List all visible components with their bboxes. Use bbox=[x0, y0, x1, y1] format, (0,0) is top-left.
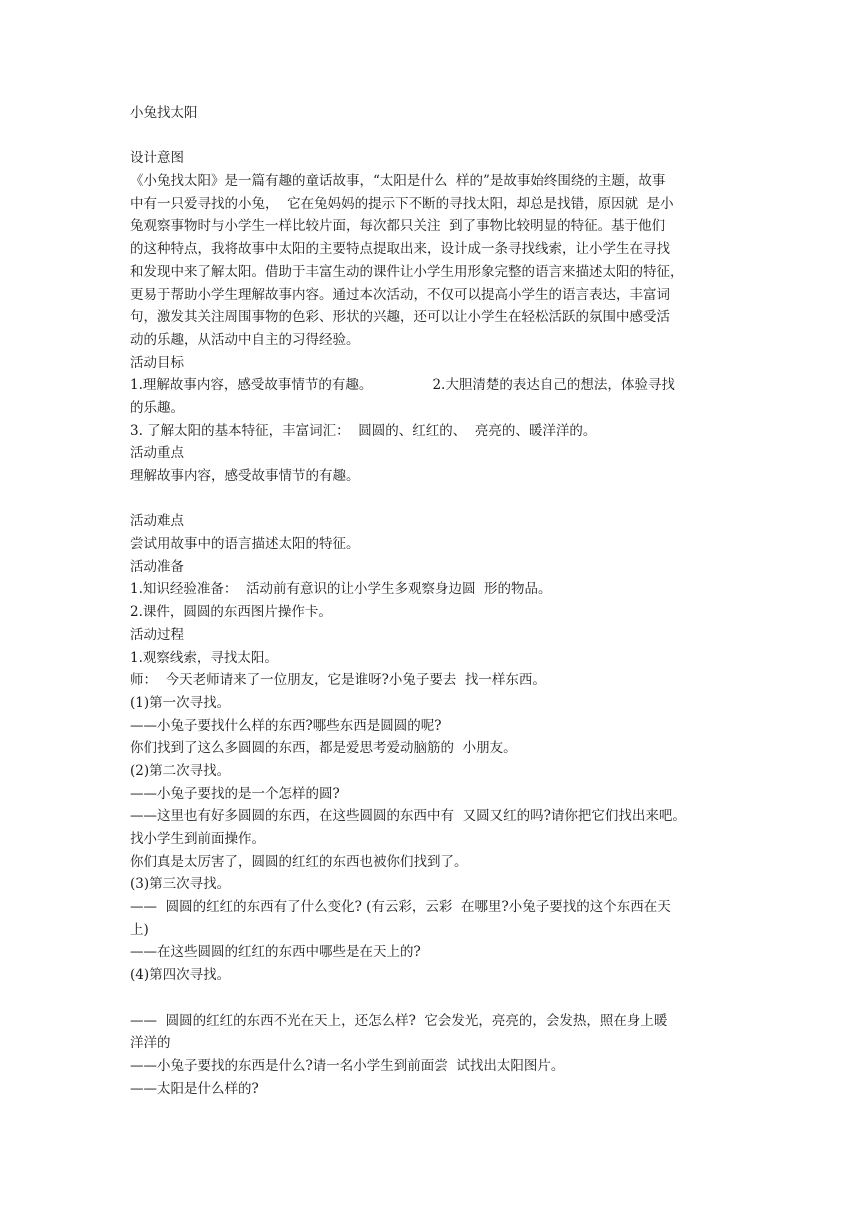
blank-line bbox=[130, 987, 742, 1010]
process-line: 上) bbox=[130, 921, 149, 938]
process-line: (2)第二次寻找。 bbox=[130, 762, 231, 779]
heading-process: 活动过程 bbox=[130, 626, 184, 643]
heading-goals: 活动目标 bbox=[130, 354, 184, 371]
paragraph-line: 《小兔找太阳》是一篇有趣的童话故事，“太阳是什么 样的”是故事始终围绕的主题，故事 bbox=[130, 173, 666, 190]
goal-line: 3. 了解太阳的基本特征，丰富词汇： 圆圆的、红红的、 亮亮的、暖洋洋的。 bbox=[130, 422, 597, 439]
process-line: ——小兔子要找的东西是什么?请一名小学生到前面尝 试找出太阳图片。 bbox=[130, 1057, 565, 1074]
paragraph-line: 动的乐趣，从活动中自主的习得经验。 bbox=[130, 331, 360, 348]
paragraph-line: 的这种特点，我将故事中太阳的主要特点提取出来，设计成一条寻找线索，让小学生在寻找 bbox=[130, 241, 670, 258]
preparation-line: 1.知识经验准备： 活动前有意识的让小学生多观察身边圆 形的物品。 bbox=[130, 581, 552, 598]
key-point-text: 理解故事内容，感受故事情节的有趣。 bbox=[130, 468, 360, 484]
process-line: 你们真是太厉害了，圆圆的红红的东西也被你们找到了。 bbox=[130, 853, 468, 870]
design-intent-paragraph bbox=[130, 170, 742, 352]
paragraph-line: 句，激发其关注周围事物的色彩、形状的兴趣，还可以让小学生在轻松活跃的氛围中感受活 bbox=[130, 309, 670, 326]
process-line: ——小兔子要找的是一个怎样的圆? bbox=[130, 785, 340, 802]
process-steps bbox=[130, 647, 742, 1101]
goal-line: 1.理解故事内容，感受故事情节的有趣。 2.大胆清楚的表达自己的想法，体验寻找 bbox=[130, 377, 675, 394]
process-line: 洋洋的 bbox=[130, 1035, 171, 1052]
process-line: 1.观察线索，寻找太阳。 bbox=[130, 649, 278, 666]
process-line: (1)第一次寻找。 bbox=[130, 694, 231, 711]
preparation-line: 2.课件，圆圆的东西图片操作卡。 bbox=[130, 604, 332, 621]
heading-design-intent: 设计意图 bbox=[130, 150, 184, 167]
difficulty-text: 尝试用故事中的语言描述太阳的特征。 bbox=[130, 536, 360, 553]
process-line: —— 圆圆的红红的东西不光在天上，还怎么样? 它会发光，亮亮的，会发热，照在身上暖 bbox=[130, 1012, 668, 1029]
process-line: ——太阳是什么样的? bbox=[130, 1080, 259, 1097]
process-line: —— 圆圆的红红的东西有了什么变化? (有云彩，云彩 在哪里?小兔子要找的这个东西在天 bbox=[130, 899, 671, 916]
process-line: 你们找到了这么多圆圆的东西，都是爱思考爱动脑筋的 小朋友。 bbox=[130, 740, 517, 757]
process-line: (4)第四次寻找。 bbox=[130, 967, 231, 984]
process-line: 找小学生到前面操作。 bbox=[130, 831, 265, 847]
paragraph-line: 和发现中来了解太阳。借助于丰富生动的课件让小学生用形象完整的语言来描述太阳的特征， bbox=[130, 263, 684, 280]
heading-key-point: 活动重点 bbox=[130, 445, 184, 462]
process-line: ——小兔子要找什么样的东西?哪些东西是圆圆的呢? bbox=[130, 717, 442, 734]
goals-list bbox=[130, 374, 742, 442]
process-line: 师： 今天老师请来了一位朋友，它是谁呀?小兔子要去 找一样东西。 bbox=[130, 672, 546, 689]
blank-line bbox=[130, 125, 742, 148]
process-line: ——这里也有好多圆圆的东西，在这些圆圆的东西中有 又圆又红的吗?请你把它们找出来吧。 bbox=[130, 808, 686, 825]
heading-preparation: 活动准备 bbox=[130, 558, 184, 575]
paragraph-line: 更易于帮助小学生理解故事内容。通过本次活动，不仅可以提高小学生的语言表达，丰富词 bbox=[130, 286, 670, 303]
process-line: (3)第三次寻找。 bbox=[130, 876, 231, 893]
document-title: 小兔找太阳 bbox=[130, 105, 198, 121]
process-line: ——在这些圆圆的红红的东西中哪些是在天上的? bbox=[130, 944, 421, 961]
goal-line: 的乐趣。 bbox=[130, 399, 184, 416]
heading-difficulty: 活动难点 bbox=[130, 513, 184, 530]
document-body bbox=[130, 102, 742, 1100]
paragraph-line: 中有一只爱寻找的小兔， 它在兔妈妈的提示下不断的寻找太阳，却总是找错，原因就 是小 bbox=[130, 195, 674, 212]
blank-line bbox=[130, 488, 742, 511]
paragraph-line: 兔观察事物时与小学生一样比较片面，每次都只关注 到了事物比较明显的特征。基于他们 bbox=[130, 218, 666, 235]
